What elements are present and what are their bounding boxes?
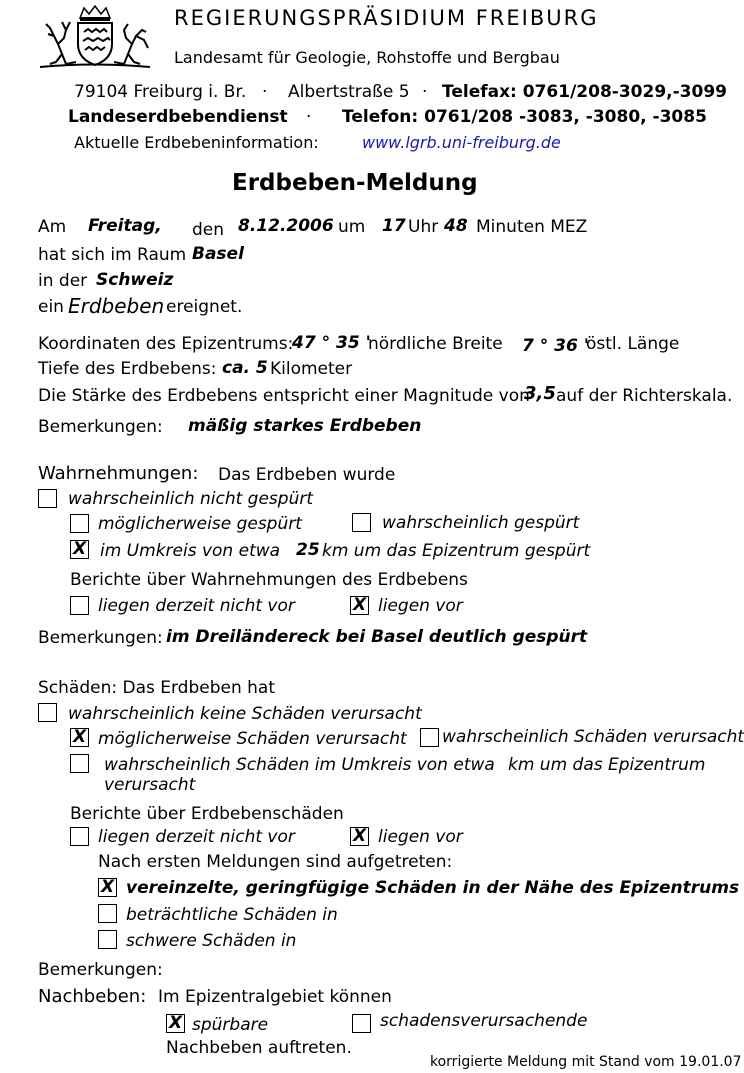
org-title: REGIERUNGSPRÄSIDIUM FREIBURG	[174, 6, 599, 30]
perception-reports-label: Berichte über Wahrnehmungen des Erdbebens	[70, 570, 468, 590]
footer-note: korrigierte Meldung mit Stand vom 19.01.07	[430, 1054, 742, 1070]
minor-damage-checkbox[interactable]: X	[98, 878, 117, 897]
possibly-damage-checkbox[interactable]: X	[70, 728, 89, 747]
aftershocks-intro: Im Epizentralgebiet können	[158, 987, 392, 1007]
damage-reports-yes-label: liegen vor	[378, 827, 463, 847]
not-felt-label: wahrscheinlich nicht gespürt	[68, 489, 314, 509]
damage-radius-checkbox[interactable]	[70, 754, 89, 773]
damage-radius-suffix: km um das Epizentrum	[508, 755, 706, 775]
minor-damage-label: vereinzelte, geringfügige Schäden in der Nähe des Epizentrums	[126, 878, 740, 898]
aftershocks-heading: Nachbeben:	[38, 986, 147, 1007]
region-value: Basel	[192, 244, 244, 264]
fax-number: Telefax: 0761/208-3029,-3099	[442, 82, 727, 102]
uhr-label: Uhr	[408, 217, 439, 237]
damage-reports-none-label: liegen derzeit nicht vor	[98, 827, 295, 847]
damaging-aftershocks-label: schadensverursachende	[380, 1011, 588, 1031]
perception-reports-none-label: liegen derzeit nicht vor	[98, 596, 295, 616]
felt-radius-checkbox[interactable]: X	[70, 540, 89, 559]
latitude-value: 47 ° 35 '	[292, 333, 371, 353]
felt-radius-suffix: km um das Epizentrum gespürt	[322, 541, 591, 561]
aftershocks-outro: Nachbeben auftreten.	[166, 1038, 352, 1058]
org-subtitle: Landesamt für Geologie, Rohstoffe und Bergbau	[174, 48, 560, 67]
depth-unit: Kilometer	[270, 359, 353, 379]
ein-label: ein	[38, 297, 64, 317]
weekday-value: Freitag,	[88, 216, 162, 236]
ereignet-label: ereignet.	[166, 297, 243, 317]
magnitude-suffix: auf der Richterskala.	[556, 386, 733, 406]
perceptions-intro: Das Erdbeben wurde	[218, 465, 396, 485]
remarks-value: mäßig starkes Erdbeben	[188, 416, 422, 436]
event-type-value: Erdbeben	[68, 294, 165, 318]
info-label: Aktuelle Erdbebeninformation:	[74, 133, 319, 152]
first-reports-label: Nach ersten Meldungen sind aufgetreten:	[98, 852, 453, 872]
possibly-damage-label: möglicherweise Schäden verursacht	[98, 729, 407, 749]
remarks-label: Bemerkungen:	[38, 417, 163, 437]
damage-reports-label: Berichte über Erdbebenschäden	[70, 804, 344, 824]
no-damage-label: wahrscheinlich keine Schäden verursacht	[68, 704, 422, 724]
separator: ·	[306, 107, 312, 127]
damage-radius-label-cont: verursacht	[104, 775, 196, 795]
damage-heading: Schäden: Das Erdbeben hat	[38, 678, 276, 698]
den-label: den	[192, 220, 225, 240]
probably-damage-label: wahrscheinlich Schäden verursacht	[442, 727, 744, 747]
considerable-damage-checkbox[interactable]	[98, 904, 117, 923]
perception-reports-yes-label: liegen vor	[378, 596, 463, 616]
coordinates-label: Koordinaten des Epizentrums:	[38, 334, 294, 354]
remarks-value: im Dreiländereck bei Basel deutlich gespürt	[166, 627, 588, 647]
considerable-damage-label: beträchtliche Schäden in	[126, 905, 338, 925]
phone-number: Telefon: 0761/208 -3083, -3080, -3085	[342, 107, 707, 127]
felt-radius-km: 25	[296, 540, 320, 560]
latitude-label: nördliche Breite	[368, 334, 503, 354]
possibly-felt-checkbox[interactable]	[70, 514, 89, 533]
probably-felt-checkbox[interactable]	[352, 513, 371, 532]
perception-reports-none-checkbox[interactable]	[70, 596, 89, 615]
address-city: 79104 Freiburg i. Br.	[74, 82, 247, 102]
felt-radius-label: im Umkreis von etwa	[100, 541, 281, 561]
address-street: Albertstraße 5	[288, 82, 410, 102]
not-felt-checkbox[interactable]	[38, 489, 57, 508]
minute-value: 48	[444, 216, 468, 236]
country-value: Schweiz	[96, 270, 174, 290]
page-title: Erdbeben-Meldung	[232, 170, 478, 196]
severe-damage-label: schwere Schäden in	[126, 931, 297, 951]
possibly-felt-label: möglicherweise gespürt	[98, 514, 302, 534]
um-label: um	[338, 217, 366, 237]
perceptions-heading: Wahrnehmungen:	[38, 463, 199, 484]
felt-aftershocks-checkbox[interactable]: X	[166, 1014, 185, 1033]
coat-of-arms-icon	[36, 4, 154, 70]
longitude-value: 7 ° 36 '	[522, 336, 589, 356]
damage-radius-label: wahrscheinlich Schäden im Umkreis von etwa	[104, 755, 495, 775]
in-der-label: in der	[38, 271, 88, 291]
magnitude-value: 3,5	[524, 383, 556, 404]
severe-damage-checkbox[interactable]	[98, 930, 117, 949]
remarks-label: Bemerkungen:	[38, 628, 163, 648]
service-name: Landeserdbebendienst	[68, 107, 288, 127]
am-label: Am	[38, 217, 67, 237]
damaging-aftershocks-checkbox[interactable]	[352, 1014, 371, 1033]
hour-value: 17	[382, 216, 406, 236]
separator: ·	[422, 82, 428, 102]
magnitude-label: Die Stärke des Erdbebens entspricht einer Magnitude von	[38, 386, 530, 406]
remarks-label: Bemerkungen:	[38, 960, 163, 980]
longitude-label: östl. Länge	[586, 334, 680, 354]
damage-reports-yes-checkbox[interactable]: X	[350, 827, 369, 846]
separator: ·	[262, 82, 268, 102]
probably-felt-label: wahrscheinlich gespürt	[382, 513, 580, 533]
depth-value: ca. 5	[222, 358, 268, 378]
no-damage-checkbox[interactable]	[38, 703, 57, 722]
probably-damage-checkbox[interactable]	[420, 728, 439, 747]
date-value: 8.12.2006	[238, 216, 334, 236]
depth-label: Tiefe des Erdbebens:	[38, 359, 217, 379]
felt-aftershocks-label: spürbare	[192, 1015, 269, 1035]
damage-reports-none-checkbox[interactable]	[70, 827, 89, 846]
minuten-label: Minuten MEZ	[476, 217, 588, 237]
info-url-link[interactable]: www.lgrb.uni-freiburg.de	[362, 133, 561, 152]
raum-label: hat sich im Raum	[38, 245, 187, 265]
perception-reports-yes-checkbox[interactable]: X	[350, 596, 369, 615]
